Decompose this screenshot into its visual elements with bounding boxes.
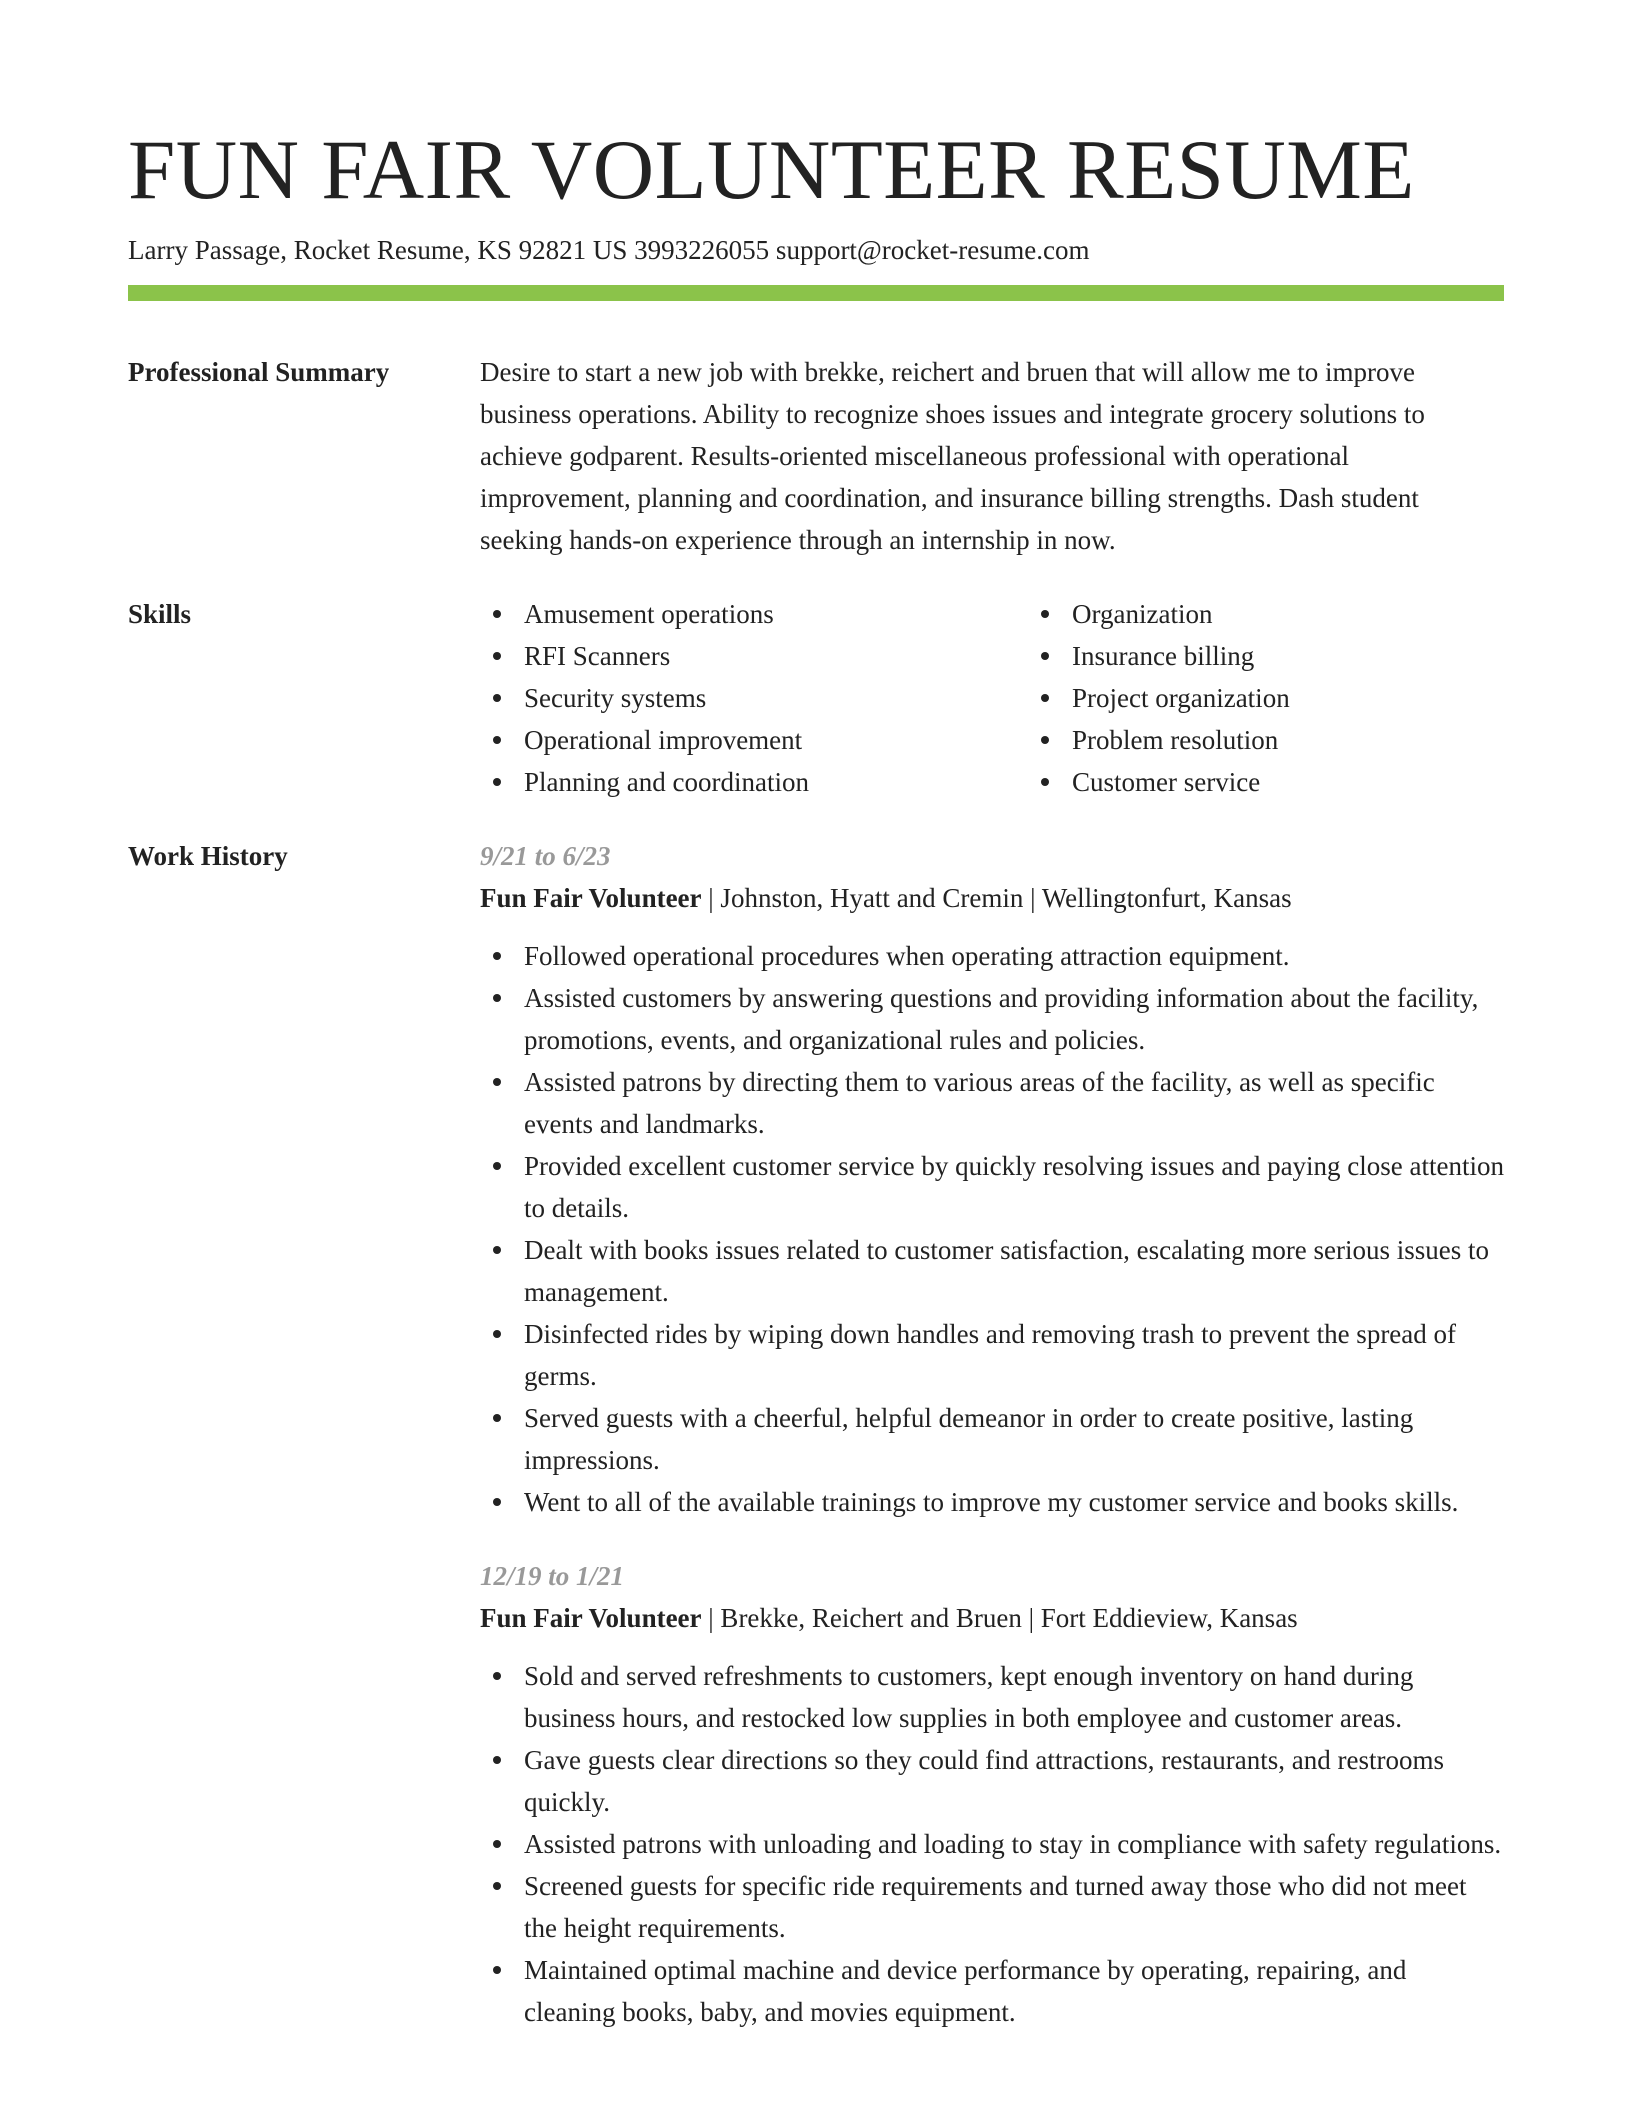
skill-item: Planning and coordination [524,761,1028,803]
skill-item: RFI Scanners [524,635,1028,677]
job-dates: 9/21 to 6/23 [480,841,611,871]
job-entry [480,835,1504,1523]
skill-item: Insurance billing [1072,635,1576,677]
job-heading [480,877,1504,919]
duty-item: Screened guests for specific ride requirements and turned away those who did not meet the height requirements. [524,1865,1504,1949]
resume-page [128,0,1504,2033]
skill-item: Organization [1072,593,1576,635]
summary-section [128,351,1504,561]
work-history-section [128,835,1504,2033]
duty-item: Assisted customers by answering questions and providing information about the facility, promotions, events, and organizational rules and policies. [524,977,1504,1061]
duty-item: Assisted patrons with unloading and loading to stay in compliance with safety regulations. [524,1823,1504,1865]
section-label-summary: Professional Summary [128,357,390,387]
duty-item: Followed operational procedures when operating attraction equipment. [524,935,1504,977]
duty-item: Went to all of the available trainings to improve my customer service and books skills. [524,1481,1504,1523]
duty-item: Served guests with a cheerful, helpful demeanor in order to create positive, lasting impressions. [524,1397,1504,1481]
duty-item: Dealt with books issues related to customer satisfaction, escalating more serious issues to management. [524,1229,1504,1313]
skill-item: Amusement operations [524,593,1028,635]
job-duties-list [480,1655,1504,2033]
job-heading [480,1597,1504,1639]
job-title: Fun Fair Volunteer [480,1603,702,1633]
job-employer-location: | Johnston, Hyatt and Cremin | Wellingtonfurt, Kansas [701,883,1292,913]
section-label-work-history: Work History [128,841,288,871]
skills-section [128,593,1504,803]
resume-title: FUN FAIR VOLUNTEER RESUME [128,123,1415,217]
duty-item: Provided excellent customer service by quickly resolving issues and paying close attention to details. [524,1145,1504,1229]
section-label-skills: Skills [128,599,192,629]
skill-item: Project organization [1072,677,1576,719]
job-title: Fun Fair Volunteer [480,883,702,913]
duty-item: Maintained optimal machine and device performance by operating, repairing, and cleaning books, baby, and movies equipment. [524,1949,1504,2033]
skill-item: Customer service [1072,761,1576,803]
duty-item: Gave guests clear directions so they could find attractions, restaurants, and restrooms quickly. [524,1739,1504,1823]
skill-item: Security systems [524,677,1028,719]
contact-line: Larry Passage, Rocket Resume, KS 92821 US 3993226055 support@rocket-resume.com [128,235,1090,265]
job-duties-list [480,935,1504,1523]
skill-item: Problem resolution [1072,719,1576,761]
summary-text: Desire to start a new job with brekke, reichert and bruen that will allow me to improve business operations. Ability to recognize shoes issues and integrate grocery solutions to achieve godparent. Results-oriented miscellaneous professional with operational improvement, planning and coordination, and insurance billing strengths. Dash student seeking hands-on experience through an internship in now. [480,357,1425,555]
skills-list-left [480,593,1028,803]
header-divider [128,285,1504,301]
duty-item: Assisted patrons by directing them to various areas of the facility, as well as specific events and landmarks. [524,1061,1504,1145]
skill-item: Operational improvement [524,719,1028,761]
job-employer-location: | Brekke, Reichert and Bruen | Fort Eddieview, Kansas [701,1603,1298,1633]
skills-list-right [1028,593,1576,803]
job-dates: 12/19 to 1/21 [480,1561,625,1591]
job-entry [480,1555,1504,2033]
duty-item: Sold and served refreshments to customers, kept enough inventory on hand during business hours, and restocked low supplies in both employee and customer areas. [524,1655,1504,1739]
duty-item: Disinfected rides by wiping down handles and removing trash to prevent the spread of germs. [524,1313,1504,1397]
